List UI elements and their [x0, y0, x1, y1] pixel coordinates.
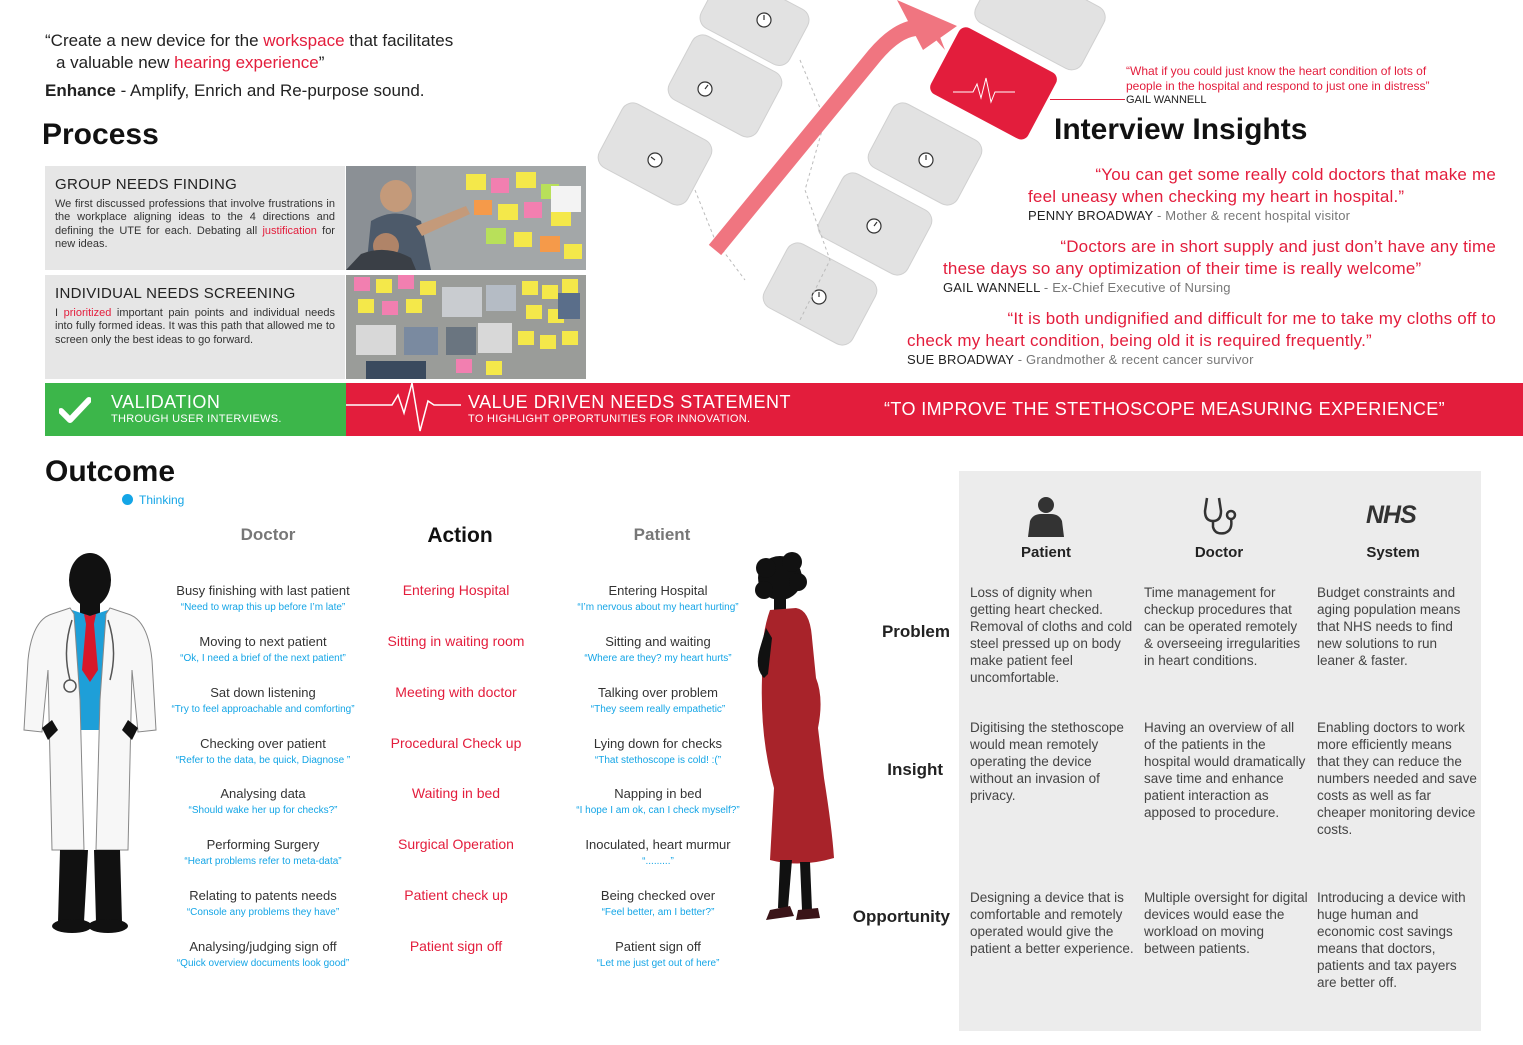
- thinking-dot-icon: [122, 494, 133, 505]
- insight-attribution-2: GAIL WANNELL - Ex-Chief Executive of Nursing: [943, 280, 1231, 295]
- doctor-step: Performing Surgery “Heart problems refer to meta-data”: [184, 837, 342, 867]
- opportunity-doctor-cell: Multiple oversight for digital devices would ease the workload on moving between patients.: [1144, 890, 1308, 956]
- group-needs-panel: [45, 166, 345, 270]
- action-item: Surgical Operation: [398, 836, 514, 852]
- matrix-head-doctor: Doctor: [1194, 544, 1244, 561]
- matrix-head-system: System: [1366, 544, 1420, 561]
- patient-figure: [740, 548, 840, 938]
- row-label-problem: Problem: [881, 622, 950, 641]
- col-doctor-header: Doctor: [240, 525, 296, 544]
- action-item: Meeting with doctor: [395, 684, 517, 700]
- group-needs-title: GROUP NEEDS FINDING: [55, 176, 238, 193]
- action-journey: [356, 582, 556, 989]
- action-item: Procedural Check up: [390, 735, 522, 751]
- action-item: Entering Hospital: [402, 582, 510, 598]
- thinking-legend: Thinking: [122, 493, 184, 507]
- insight-attribution-1: PENNY BROADWAY - Mother & recent hospital visitor: [1028, 208, 1351, 223]
- validation-title: VALIDATION: [111, 392, 221, 412]
- individual-needs-title: INDIVIDUAL NEEDS SCREENING: [55, 285, 296, 302]
- process-title: Process: [42, 118, 159, 151]
- enhance-line: Enhance - Amplify, Enrich and Re-purpose sound.: [45, 81, 425, 100]
- row-label-opportunity: Opportunity: [852, 907, 950, 926]
- brief-line-1: “Create a new device for the workspace that facilitates: [45, 31, 454, 50]
- action-item: Waiting in bed: [411, 785, 501, 801]
- patient-journey: [548, 583, 768, 990]
- insight-quote-1: “You can get some really cold doctors that make me feel uneasy when checking my heart in hospital.” PENNY BROADWAY - Mother & recent hospital visitor: [900, 164, 1496, 223]
- device-callout-quote: “What if you could just know the heart condition of lots of people in the hospital and respond to just one in distress”: [1126, 64, 1430, 93]
- check-icon: [59, 396, 91, 429]
- needs-statement-banner: [346, 383, 1523, 436]
- insight-attribution-3: SUE BROADWAY - Grandmother & recent cancer survivor: [907, 352, 1254, 367]
- patient-step: Lying down for checks “That stethoscope is cold! :(”: [593, 736, 723, 766]
- action-item: Patient check up: [404, 887, 508, 903]
- patient-step: Entering Hospital “I’m nervous about my heart hurting”: [577, 583, 739, 613]
- heartbeat-icon: [346, 383, 461, 441]
- value-statement-title: VALUE DRIVEN NEEDS STATEMENT: [468, 392, 792, 412]
- problem-doctor-cell: Time management for checkup procedures that can be operated remotely & overseeing irregularities in heart conditions.: [1144, 585, 1301, 668]
- insight-quote-2: “Doctors are in short supply and just don’t have any time these days so any optimization of their time is really welcome” GAIL WANNELL - Ex-Chief Executive of Nursing: [900, 236, 1496, 295]
- doctor-journey: [143, 583, 383, 990]
- stethoscope-icon: [1199, 495, 1241, 542]
- doctor-figure: [22, 550, 157, 940]
- person-icon: [1025, 495, 1067, 542]
- doctor-step: Sat down listening “Try to feel approachable and comforting”: [171, 685, 355, 715]
- insight-quote-3: “It is both undignified and difficult for me to take my cloths off to check my heart condition, being old it is required frequently.” SUE BROADWAY - Grandmother & recent cancer survivor: [900, 308, 1496, 367]
- action-item: Sitting in waiting room: [387, 633, 525, 649]
- col-action-header: Action: [427, 524, 493, 547]
- doctor-step: Analysing/judging sign off “Quick overview documents look good”: [176, 939, 350, 969]
- doctor-step: Checking over patient “Refer to the data, be quick, Diagnose ”: [175, 736, 351, 766]
- interview-insights-title: Interview Insights: [1054, 113, 1308, 146]
- patient-step: Napping in bed “I hope I am ok, can I check myself?”: [576, 786, 740, 816]
- individual-needs-body: I prioritized important pain points and individual needs into fully formed ideas. It was this path that allowed me to screen only the best ideas to go forward.: [55, 306, 335, 346]
- brief-line-2: a valuable new hearing experience”: [56, 53, 325, 72]
- design-brief: [45, 30, 565, 74]
- sticky-wall-photo: [346, 275, 586, 379]
- doctor-step: Relating to patents needs “Console any problems they have”: [186, 888, 340, 918]
- validation-subtitle: THROUGH USER INTERVIEWS.: [111, 413, 282, 425]
- problem-patient-cell: Loss of dignity when getting heart checked. Removal of cloths and cold steel pressed up on body make patient feel uncomfortable.: [970, 585, 1133, 685]
- patient-step: Inoculated, heart murmur “.........”: [585, 837, 731, 867]
- insight-system-cell: Enabling doctors to work more efficiently means that they can reduce the numbers needed and save costs as well as far cheaper monitoring device costs.: [1317, 720, 1477, 837]
- insight-patient-cell: Digitising the stethoscope would mean remotely operating the device without an invasion of privacy.: [970, 720, 1124, 803]
- device-callout-attribution: GAIL WANNELL: [1126, 94, 1207, 106]
- value-statement-subtitle: TO HIGHLIGHT OPPORTUNITIES FOR INNOVATION.: [468, 413, 751, 425]
- patient-step: Talking over problem “They seem really empathetic”: [590, 685, 726, 715]
- patient-step: Sitting and waiting “Where are they? my heart hurts”: [584, 634, 732, 664]
- action-item: Patient sign off: [409, 938, 503, 954]
- nhs-logo: NHS: [1366, 501, 1416, 529]
- doctor-step: Moving to next patient “Ok, I need a brief of the next patient”: [180, 634, 346, 664]
- doctor-step: Busy finishing with last patient “Need to wrap this up before I’m late”: [176, 583, 350, 613]
- insight-doctor-cell: Having an overview of all of the patients in the hospital would dramatically save time and enhance patient interaction as apposed to procedure.: [1144, 720, 1306, 820]
- opportunity-system-cell: Introducing a device with huge human and economic cost savings means that doctors, patients and tax payers are better off.: [1317, 890, 1466, 990]
- group-workshop-photo: [346, 166, 586, 270]
- group-needs-body: We first discussed professions that involve frustrations in the workplace aligning ideas to the 4 directions and defining the UTE for each. Debating all justification for new ideas.: [55, 197, 335, 250]
- callout-line: [1050, 99, 1125, 100]
- validation-banner: [45, 383, 346, 436]
- doctor-step: Analysing data “Should wake her up for checks?”: [188, 786, 338, 816]
- col-patient-header: Patient: [633, 525, 691, 544]
- needs-statement: “TO IMPROVE THE STETHOSCOPE MEASURING EXPERIENCE”: [884, 399, 1446, 419]
- individual-needs-panel: [45, 275, 345, 379]
- outcome-title: Outcome: [45, 455, 176, 488]
- opportunity-patient-cell: Designing a device that is comfortable and remotely operated would give the patient a better experience.: [970, 890, 1134, 956]
- patient-step: Patient sign off “Let me just get out of here”: [596, 939, 720, 969]
- patient-step: Being checked over “Feel better, am I better?”: [600, 888, 716, 918]
- problem-system-cell: Budget constraints and aging population means that NHS needs to find new solutions to run leaner & faster.: [1317, 585, 1461, 668]
- matrix-head-patient: Patient: [1020, 544, 1071, 561]
- row-label-insight: Insight: [887, 760, 943, 779]
